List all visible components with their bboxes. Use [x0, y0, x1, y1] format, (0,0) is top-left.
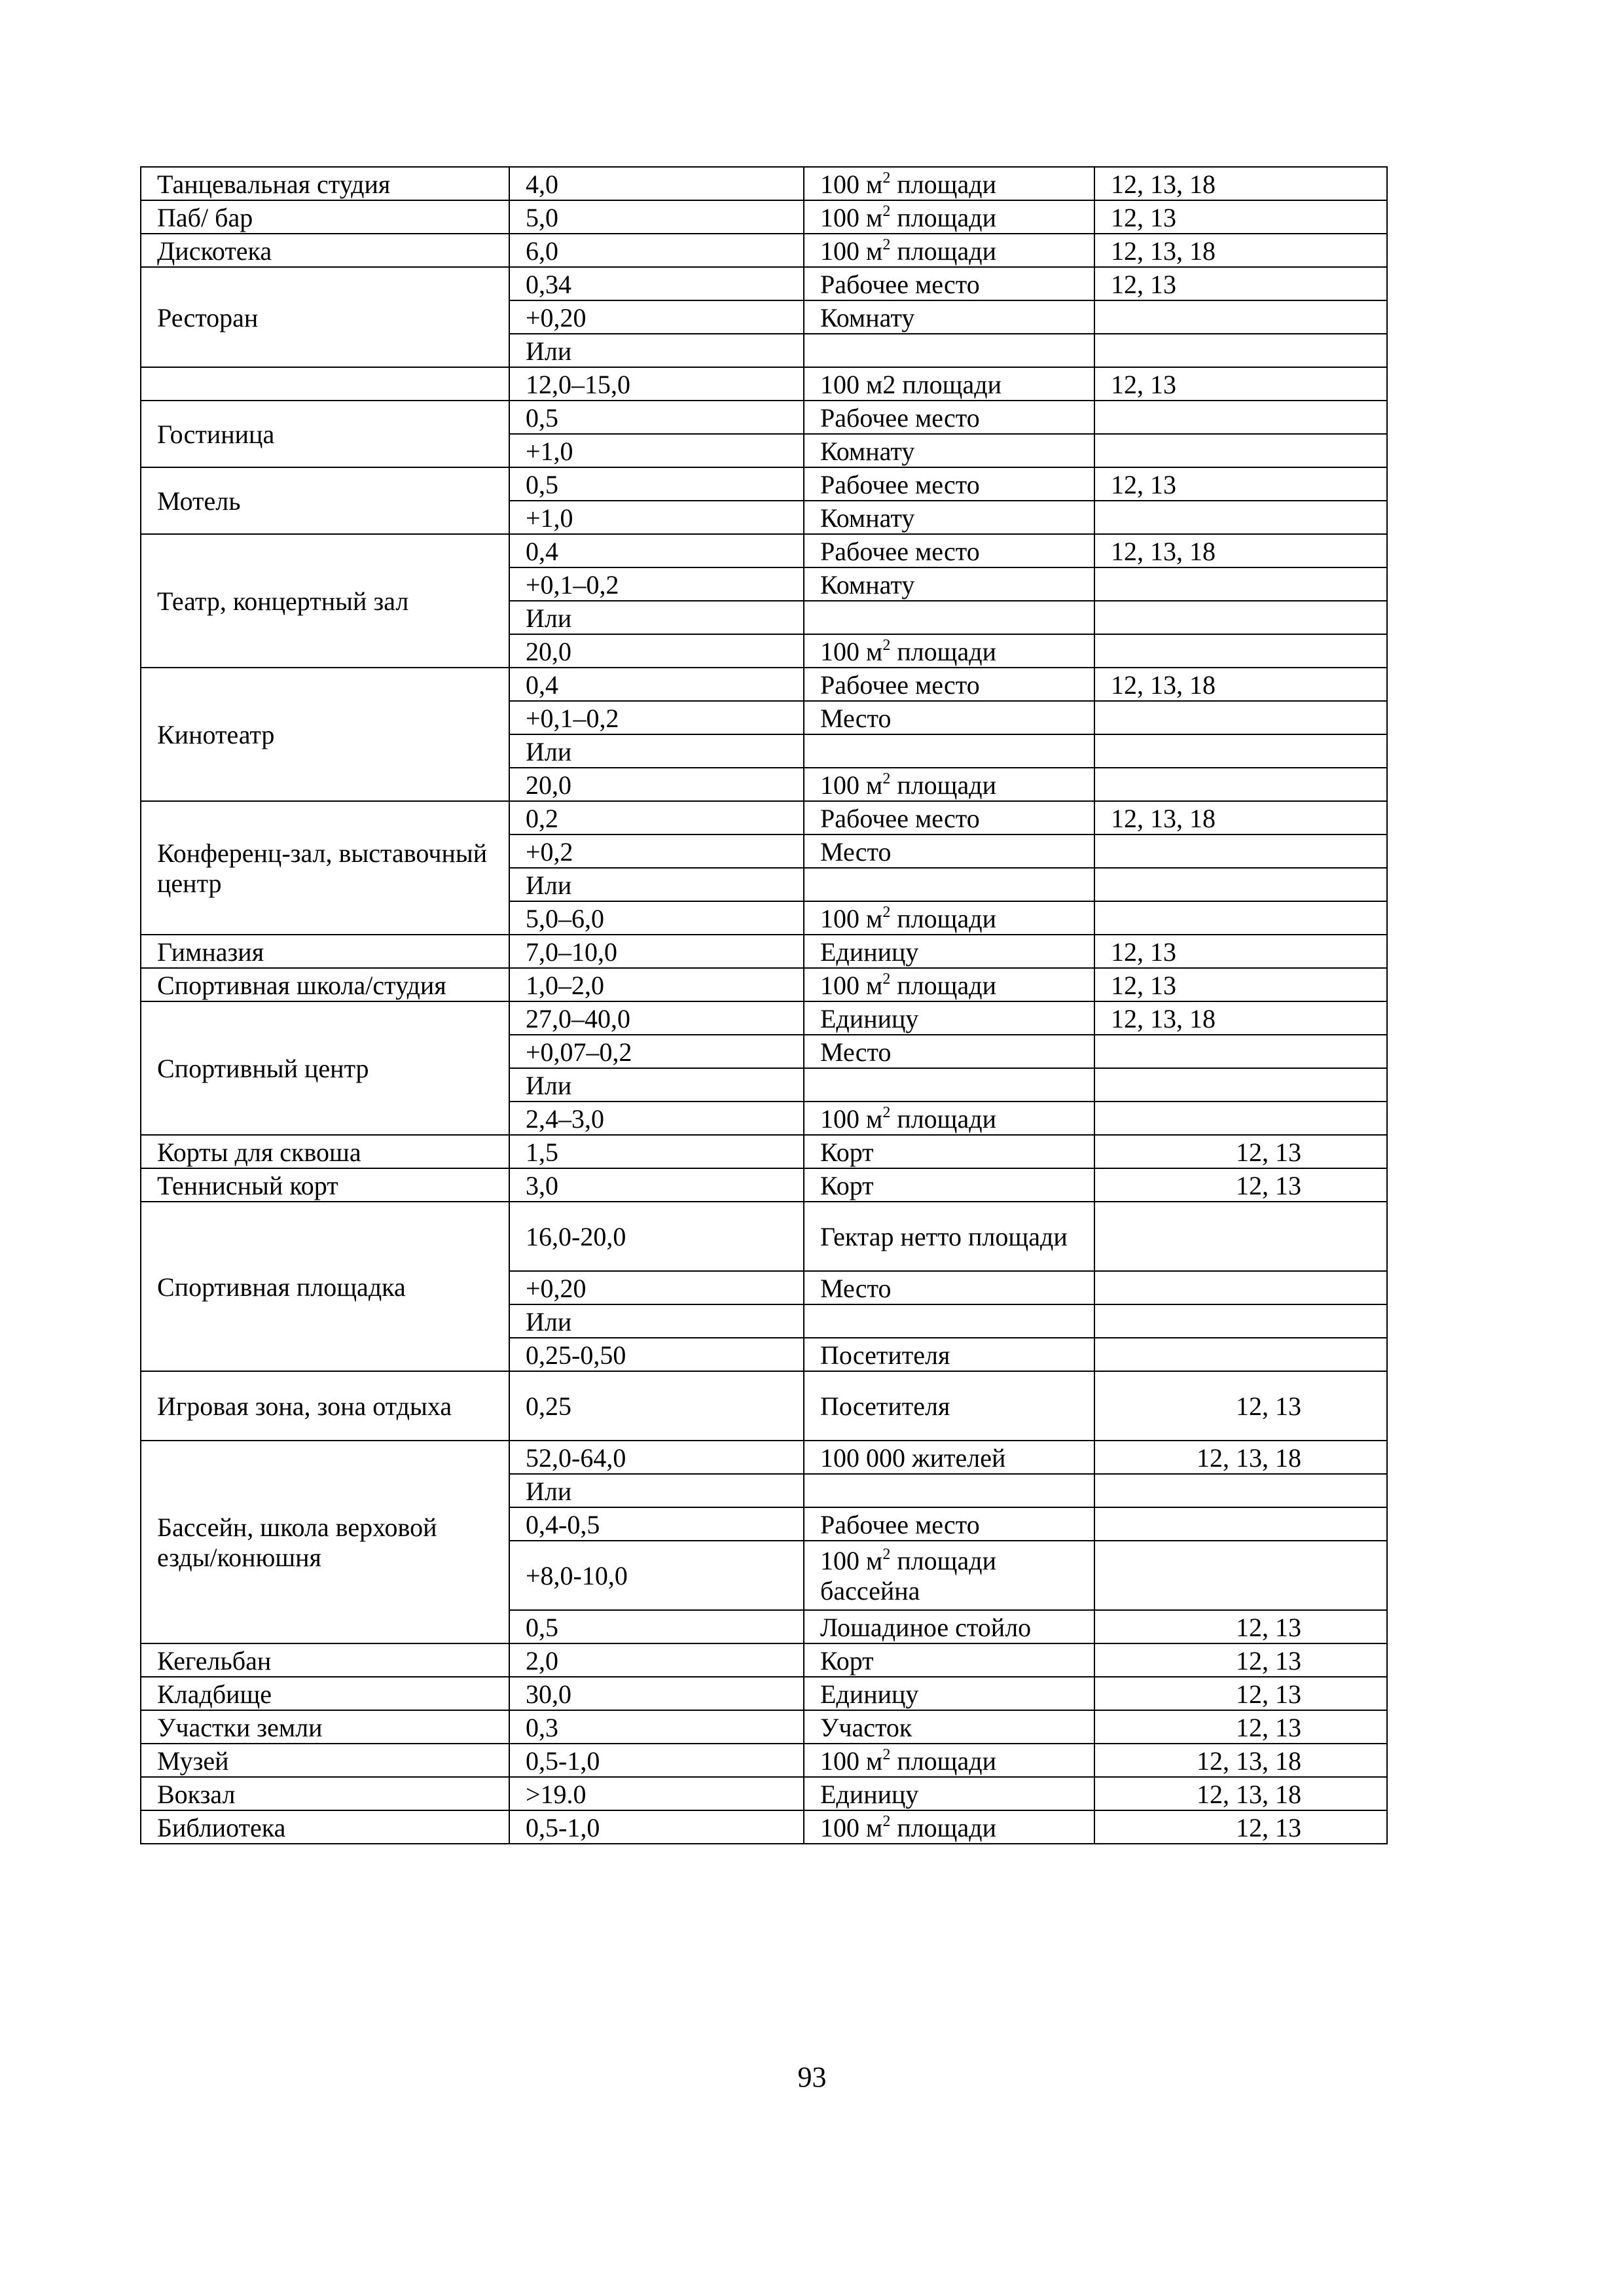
- unit-cell: Корт: [804, 1168, 1094, 1202]
- value-cell: 0,5: [509, 401, 804, 434]
- unit-cell: Единицу: [804, 1677, 1094, 1710]
- value-cell: Или: [509, 1068, 804, 1102]
- unit-cell: Посетителя: [804, 1338, 1094, 1371]
- notes-cell: 12, 13: [1094, 1135, 1387, 1168]
- unit-cell: Участок: [804, 1710, 1094, 1744]
- table-row: [141, 1441, 1387, 1474]
- notes-cell: 12, 13: [1094, 1643, 1387, 1677]
- value-cell: Или: [509, 734, 804, 768]
- unit-cell: [804, 1474, 1094, 1507]
- value-cell: 0,4: [509, 668, 804, 701]
- value-cell: 20,0: [509, 768, 804, 801]
- unit-cell: 100 $м^2$ площади: [804, 901, 1094, 935]
- unit-cell: 100 м2 площади: [804, 367, 1094, 401]
- notes-cell: 12, 13, 18: [1094, 234, 1387, 267]
- facility-name: [141, 367, 509, 401]
- data-table: [140, 166, 1388, 1844]
- notes-cell: 12, 13: [1094, 200, 1387, 234]
- unit-cell: 100 $м^2$ площади: [804, 1102, 1094, 1135]
- unit-cell: 100 000 жителей: [804, 1441, 1094, 1474]
- value-cell: 1,5: [509, 1135, 804, 1168]
- facility-name: Кегельбан: [141, 1643, 509, 1677]
- notes-cell: [1094, 1271, 1387, 1304]
- notes-cell: [1094, 1202, 1387, 1271]
- unit-cell: Место: [804, 834, 1094, 868]
- value-cell: 0,4: [509, 534, 804, 567]
- notes-cell: [1094, 1068, 1387, 1102]
- value-cell: +0,1–0,2: [509, 701, 804, 734]
- unit-cell: Единицу: [804, 1777, 1094, 1810]
- notes-cell: 12, 13, 18: [1094, 668, 1387, 701]
- unit-cell: Единицу: [804, 1001, 1094, 1035]
- unit-cell: Корт: [804, 1643, 1094, 1677]
- notes-cell: [1094, 300, 1387, 334]
- table-row: [141, 467, 1387, 501]
- notes-cell: [1094, 401, 1387, 434]
- value-cell: 0,5-1,0: [509, 1810, 804, 1844]
- page-number: 93: [797, 2061, 827, 2093]
- unit-cell: Корт: [804, 1135, 1094, 1168]
- unit-cell: [804, 1304, 1094, 1338]
- value-cell: 2,0: [509, 1643, 804, 1677]
- notes-cell: 12, 13: [1094, 467, 1387, 501]
- value-cell: 0,25-0,50: [509, 1338, 804, 1371]
- unit-cell: 100 $м^2$ площади: [804, 634, 1094, 668]
- value-cell: 1,0–2,0: [509, 968, 804, 1001]
- notes-cell: [1094, 1102, 1387, 1135]
- value-cell: 0,25: [509, 1371, 804, 1441]
- facility-name: Гостиница: [141, 401, 509, 467]
- notes-cell: [1094, 567, 1387, 601]
- facility-name: Гимназия: [141, 935, 509, 968]
- notes-cell: 12, 13: [1094, 1168, 1387, 1202]
- value-cell: 7,0–10,0: [509, 935, 804, 968]
- unit-cell: 100 $м^2$ площади: [804, 1810, 1094, 1844]
- table-row: [141, 1777, 1387, 1810]
- unit-cell: 100 $м^2$ площади: [804, 968, 1094, 1001]
- value-cell: 0,34: [509, 267, 804, 300]
- facility-name: Участки земли: [141, 1710, 509, 1744]
- table-row: [141, 234, 1387, 267]
- value-cell: 3,0: [509, 1168, 804, 1202]
- notes-cell: [1094, 901, 1387, 935]
- value-cell: 0,3: [509, 1710, 804, 1744]
- table-row: [141, 1371, 1387, 1441]
- notes-cell: [1094, 1304, 1387, 1338]
- facility-name: Корты для сквоша: [141, 1135, 509, 1168]
- facility-name: Музей: [141, 1744, 509, 1777]
- unit-cell: Комнату: [804, 434, 1094, 467]
- unit-cell: [804, 868, 1094, 901]
- unit-cell: Рабочее место: [804, 267, 1094, 300]
- facility-name: Танцевальная студия: [141, 167, 509, 200]
- value-cell: 5,0–6,0: [509, 901, 804, 935]
- notes-cell: 12, 13, 18: [1094, 1777, 1387, 1810]
- notes-cell: [1094, 868, 1387, 901]
- notes-cell: [1094, 768, 1387, 801]
- unit-cell: Место: [804, 1035, 1094, 1068]
- notes-cell: [1094, 1541, 1387, 1610]
- unit-cell: 100 $м^2$ площади: [804, 200, 1094, 234]
- unit-cell: Комнату: [804, 567, 1094, 601]
- value-cell: 0,2: [509, 801, 804, 834]
- unit-cell: 100 $м^2$ площади: [804, 167, 1094, 200]
- value-cell: 2,4–3,0: [509, 1102, 804, 1135]
- facility-name: Теннисный корт: [141, 1168, 509, 1202]
- unit-cell: Место: [804, 701, 1094, 734]
- table-row: [141, 1710, 1387, 1744]
- unit-cell: [804, 1068, 1094, 1102]
- notes-cell: [1094, 734, 1387, 768]
- value-cell: 52,0-64,0: [509, 1441, 804, 1474]
- facility-name: Бассейн, школа верховой езды/конюшня: [141, 1441, 509, 1643]
- notes-cell: [1094, 701, 1387, 734]
- unit-cell: Рабочее место: [804, 534, 1094, 567]
- table-row: [141, 534, 1387, 567]
- notes-cell: 12, 13: [1094, 1610, 1387, 1643]
- notes-cell: 12, 13: [1094, 267, 1387, 300]
- facility-name: Спортивная площадка: [141, 1202, 509, 1371]
- notes-cell: 12, 13, 18: [1094, 1441, 1387, 1474]
- unit-cell: Рабочее место: [804, 801, 1094, 834]
- table-row: [141, 1001, 1387, 1035]
- notes-cell: [1094, 1035, 1387, 1068]
- unit-cell: 100 $м^2$ площади: [804, 234, 1094, 267]
- table-row: [141, 200, 1387, 234]
- table-row: [141, 1744, 1387, 1777]
- value-cell: +0,2: [509, 834, 804, 868]
- value-cell: +0,07–0,2: [509, 1035, 804, 1068]
- notes-cell: 12, 13: [1094, 367, 1387, 401]
- value-cell: 5,0: [509, 200, 804, 234]
- notes-cell: 12, 13: [1094, 1371, 1387, 1441]
- table-row: [141, 1168, 1387, 1202]
- notes-cell: [1094, 834, 1387, 868]
- table-row: [141, 1643, 1387, 1677]
- unit-cell: Гектар нетто площади: [804, 1202, 1094, 1271]
- unit-cell: 100 $м^2$ площади: [804, 1744, 1094, 1777]
- notes-cell: 12, 13, 18: [1094, 1744, 1387, 1777]
- value-cell: Или: [509, 334, 804, 367]
- facility-name: Мотель: [141, 467, 509, 534]
- table-row: [141, 801, 1387, 834]
- table-row: [141, 935, 1387, 968]
- facility-name: Театр, концертный зал: [141, 534, 509, 668]
- facility-name: Спортивный центр: [141, 1001, 509, 1135]
- unit-cell: Посетителя: [804, 1371, 1094, 1441]
- facility-name: Паб/ бар: [141, 200, 509, 234]
- value-cell: 20,0: [509, 634, 804, 668]
- table-row: [141, 1810, 1387, 1844]
- table-row: [141, 167, 1387, 200]
- value-cell: 0,4-0,5: [509, 1507, 804, 1541]
- unit-cell: Рабочее место: [804, 467, 1094, 501]
- table-row: [141, 1135, 1387, 1168]
- facility-name: Библиотека: [141, 1810, 509, 1844]
- value-cell: +1,0: [509, 434, 804, 467]
- notes-cell: 12, 13, 18: [1094, 801, 1387, 834]
- value-cell: Или: [509, 601, 804, 634]
- notes-cell: 12, 13: [1094, 1810, 1387, 1844]
- unit-cell: Единицу: [804, 935, 1094, 968]
- value-cell: Или: [509, 868, 804, 901]
- notes-cell: 12, 13, 18: [1094, 534, 1387, 567]
- value-cell: +0,20: [509, 300, 804, 334]
- facility-name: Спортивная школа/студия: [141, 968, 509, 1001]
- unit-cell: [804, 334, 1094, 367]
- value-cell: +1,0: [509, 501, 804, 534]
- unit-cell: Рабочее место: [804, 668, 1094, 701]
- table-row: [141, 1202, 1387, 1271]
- notes-cell: [1094, 334, 1387, 367]
- notes-cell: [1094, 601, 1387, 634]
- notes-cell: 12, 13: [1094, 1677, 1387, 1710]
- unit-cell: 100 $м^2$ площади: [804, 768, 1094, 801]
- unit-cell: 100 $м^2$ площади бассейна: [804, 1541, 1094, 1610]
- value-cell: +0,20: [509, 1271, 804, 1304]
- facility-name: Дискотека: [141, 234, 509, 267]
- table-row: [141, 1677, 1387, 1710]
- unit-cell: Комнату: [804, 300, 1094, 334]
- value-cell: 6,0: [509, 234, 804, 267]
- notes-cell: [1094, 1507, 1387, 1541]
- unit-cell: Рабочее место: [804, 401, 1094, 434]
- notes-cell: 12, 13: [1094, 1710, 1387, 1744]
- table-row: [141, 968, 1387, 1001]
- table-row: [141, 401, 1387, 434]
- notes-cell: 12, 13, 18: [1094, 167, 1387, 200]
- value-cell: 0,5: [509, 467, 804, 501]
- table-row: [141, 267, 1387, 300]
- notes-cell: [1094, 1338, 1387, 1371]
- unit-cell: [804, 601, 1094, 634]
- facility-name: Кладбище: [141, 1677, 509, 1710]
- value-cell: Или: [509, 1474, 804, 1507]
- value-cell: 4,0: [509, 167, 804, 200]
- unit-cell: Рабочее место: [804, 1507, 1094, 1541]
- unit-cell: Комнату: [804, 501, 1094, 534]
- facility-name: Конференц-зал, выставочный центр: [141, 801, 509, 935]
- unit-cell: [804, 734, 1094, 768]
- value-cell: 12,0–15,0: [509, 367, 804, 401]
- value-cell: Или: [509, 1304, 804, 1338]
- notes-cell: [1094, 634, 1387, 668]
- value-cell: 30,0: [509, 1677, 804, 1710]
- value-cell: +0,1–0,2: [509, 567, 804, 601]
- value-cell: >19.0: [509, 1777, 804, 1810]
- notes-cell: 12, 13, 18: [1094, 1001, 1387, 1035]
- unit-cell: Лошадиное стойло: [804, 1610, 1094, 1643]
- facility-name: Ресторан: [141, 267, 509, 367]
- notes-cell: [1094, 434, 1387, 467]
- unit-cell: Место: [804, 1271, 1094, 1304]
- facility-name: Вокзал: [141, 1777, 509, 1810]
- notes-cell: 12, 13: [1094, 968, 1387, 1001]
- value-cell: +8,0-10,0: [509, 1541, 804, 1610]
- notes-cell: [1094, 501, 1387, 534]
- value-cell: 27,0–40,0: [509, 1001, 804, 1035]
- notes-cell: 12, 13: [1094, 935, 1387, 968]
- table-row: [141, 367, 1387, 401]
- notes-cell: [1094, 1474, 1387, 1507]
- value-cell: 16,0-20,0: [509, 1202, 804, 1271]
- facility-name: Игровая зона, зона отдыха: [141, 1371, 509, 1441]
- table-row: [141, 668, 1387, 701]
- value-cell: 0,5: [509, 1610, 804, 1643]
- value-cell: 0,5-1,0: [509, 1744, 804, 1777]
- facility-name: Кинотеатр: [141, 668, 509, 801]
